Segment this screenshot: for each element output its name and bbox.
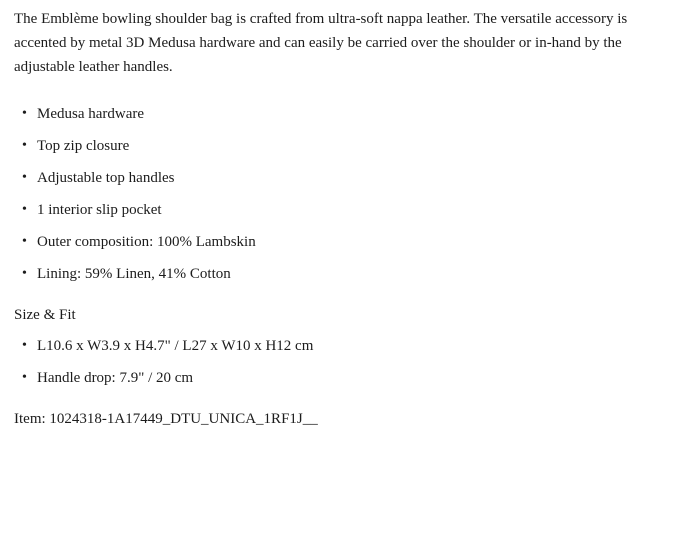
item-number-line	[14, 407, 654, 431]
item-code: 1024318-1A17449_DTU_UNICA_1RF1J__	[49, 411, 318, 427]
size-fit-item: • Handle drop: 7.9" / 20 cm	[14, 366, 654, 390]
size-fit-item: • L10.6 x W3.9 x H4.7" / L27 x W10 x H12 cm	[14, 334, 654, 358]
feature-item: • 1 interior slip pocket	[14, 198, 654, 222]
product-intro-text: The Emblème bowling shoulder bag is crafted from ultra-soft nappa leather. The versatile accessory is accented by metal 3D Medusa hardware and can easily be carried over the shoulder or in-hand by the adjustable leather handles.	[14, 11, 628, 75]
feature-item: • Lining: 59% Linen, 41% Cotton	[14, 262, 654, 286]
size-fit-heading: Size & Fit	[14, 307, 76, 323]
feature-item: • Adjustable top handles	[14, 166, 654, 190]
feature-item: • Outer composition: 100% Lambskin	[14, 230, 654, 254]
size-fit-list	[14, 334, 654, 390]
features-list	[14, 102, 654, 286]
feature-item: • Top zip closure	[14, 134, 654, 158]
item-label: Item:	[14, 411, 46, 427]
feature-item: • Medusa hardware	[14, 102, 654, 126]
